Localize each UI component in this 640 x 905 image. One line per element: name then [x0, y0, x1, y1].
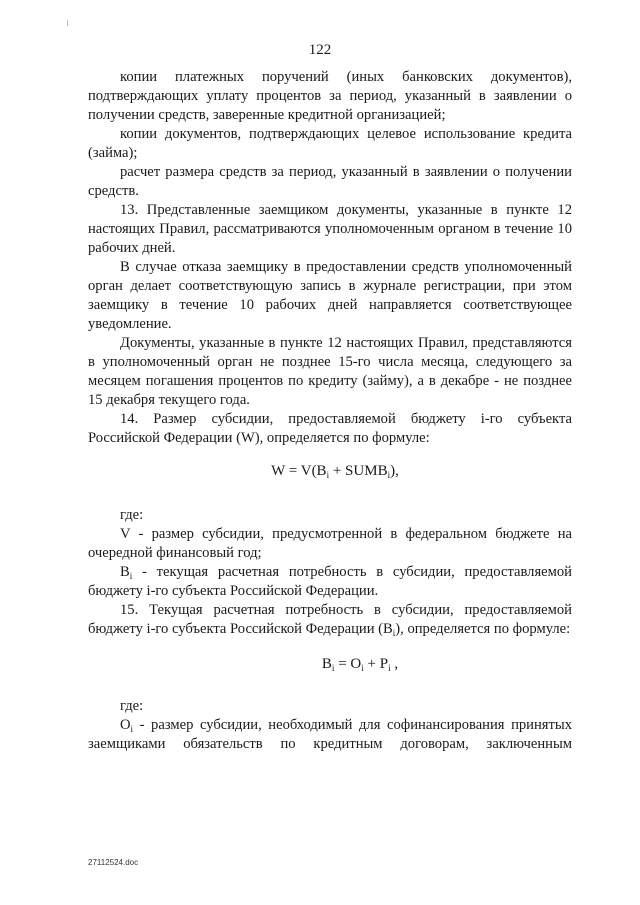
where-label-1: где:	[120, 507, 144, 523]
definition-o-sub: i	[130, 724, 134, 734]
definition-b-sub: i	[129, 571, 133, 581]
definition-o-text: - размер субсидии, необходимый для софинансирования принятых заемщиками обязательств по кредитным договорам, заключенным	[88, 717, 572, 752]
formula-1-mid: + SUMB	[329, 463, 388, 479]
formula-1-sub-2: i	[387, 470, 391, 480]
formula-1-rhs: ),	[390, 463, 399, 479]
formula-1-sub-1: i	[326, 470, 330, 480]
definition-o-symbol: O	[120, 717, 131, 733]
paragraph-14: 14. Размер субсидии, предоставляемой бюджету i-го субъекта Российской Федерации (W), определяется по формуле:	[88, 411, 572, 446]
paragraph-15-text-b: ), определяется по формуле:	[395, 621, 571, 637]
paragraph-15-sub: i	[392, 628, 396, 638]
paragraph-payment-orders: копии платежных поручений (иных банковских документов), подтверждающих уплату процентов за период, указанный в заявлении о получении средств, заверенные кредитной организацией;	[88, 69, 572, 123]
definition-b-text: - текущая расчетная потребность в субсидии, предоставляемой бюджету i-го субъекта Российской Федерации.	[88, 564, 572, 599]
formula-need-b	[88, 639, 572, 685]
formula-2-b: B	[321, 656, 332, 672]
document-body	[88, 68, 572, 754]
formula-2-eq: = O	[334, 656, 362, 672]
paragraph-calculation: расчет размера средств за период, указанный в заявлении о получении средств.	[88, 164, 572, 199]
formula-2-p-sub: i	[388, 663, 391, 673]
definition-b	[88, 563, 572, 601]
formula-2-o-sub: i	[361, 663, 364, 673]
footer-file-code: 27112524.doc	[88, 858, 139, 867]
formula-subsidy-w	[88, 448, 572, 492]
paragraph-15-text-a: 15. Текущая расчетная потребность в субсидии, предоставляемой бюджету i-го субъекта Российской Федерации (B	[88, 602, 572, 637]
formula-2-plus: + P	[363, 656, 389, 672]
formula-1-lhs: W = V(B	[271, 463, 327, 479]
page-number: 122	[308, 42, 332, 58]
formula-2-end: ,	[390, 656, 399, 672]
definition-b-symbol: B	[120, 564, 130, 580]
paragraph-target-use: копии документов, подтверждающих целевое использование кредита (займа);	[88, 126, 572, 161]
where-label-2: где:	[120, 698, 144, 714]
paragraph-refusal: В случае отказа заемщику в предоставлении средств уполномоченный орган делает соответствующую запись в журнале регистрации, при этом заемщику в течение 10 рабочих дней направляется соответствующее уведомление.	[88, 259, 572, 332]
definition-v: V - размер субсидии, предусмотренной в федеральном бюджете на очередной финансовый год;	[88, 526, 572, 561]
paragraph-13: 13. Представленные заемщиком документы, указанные в пункте 12 настоящих Правил, рассматриваются уполномоченным органом в течение 10 рабочих дней.	[88, 202, 572, 256]
scan-margin-mark	[67, 20, 68, 26]
paragraph-documents-deadline: Документы, указанные в пункте 12 настоящих Правил, представляются в уполномоченный орган не позднее 15-го числа месяца, следующего за месяцем погашения процентов по кредиту (займу), а в декабре - не позднее 15 декабря текущего года.	[88, 335, 572, 408]
definition-o	[88, 716, 572, 754]
paragraph-15	[88, 601, 572, 639]
formula-2-b-sub: i	[331, 663, 335, 673]
